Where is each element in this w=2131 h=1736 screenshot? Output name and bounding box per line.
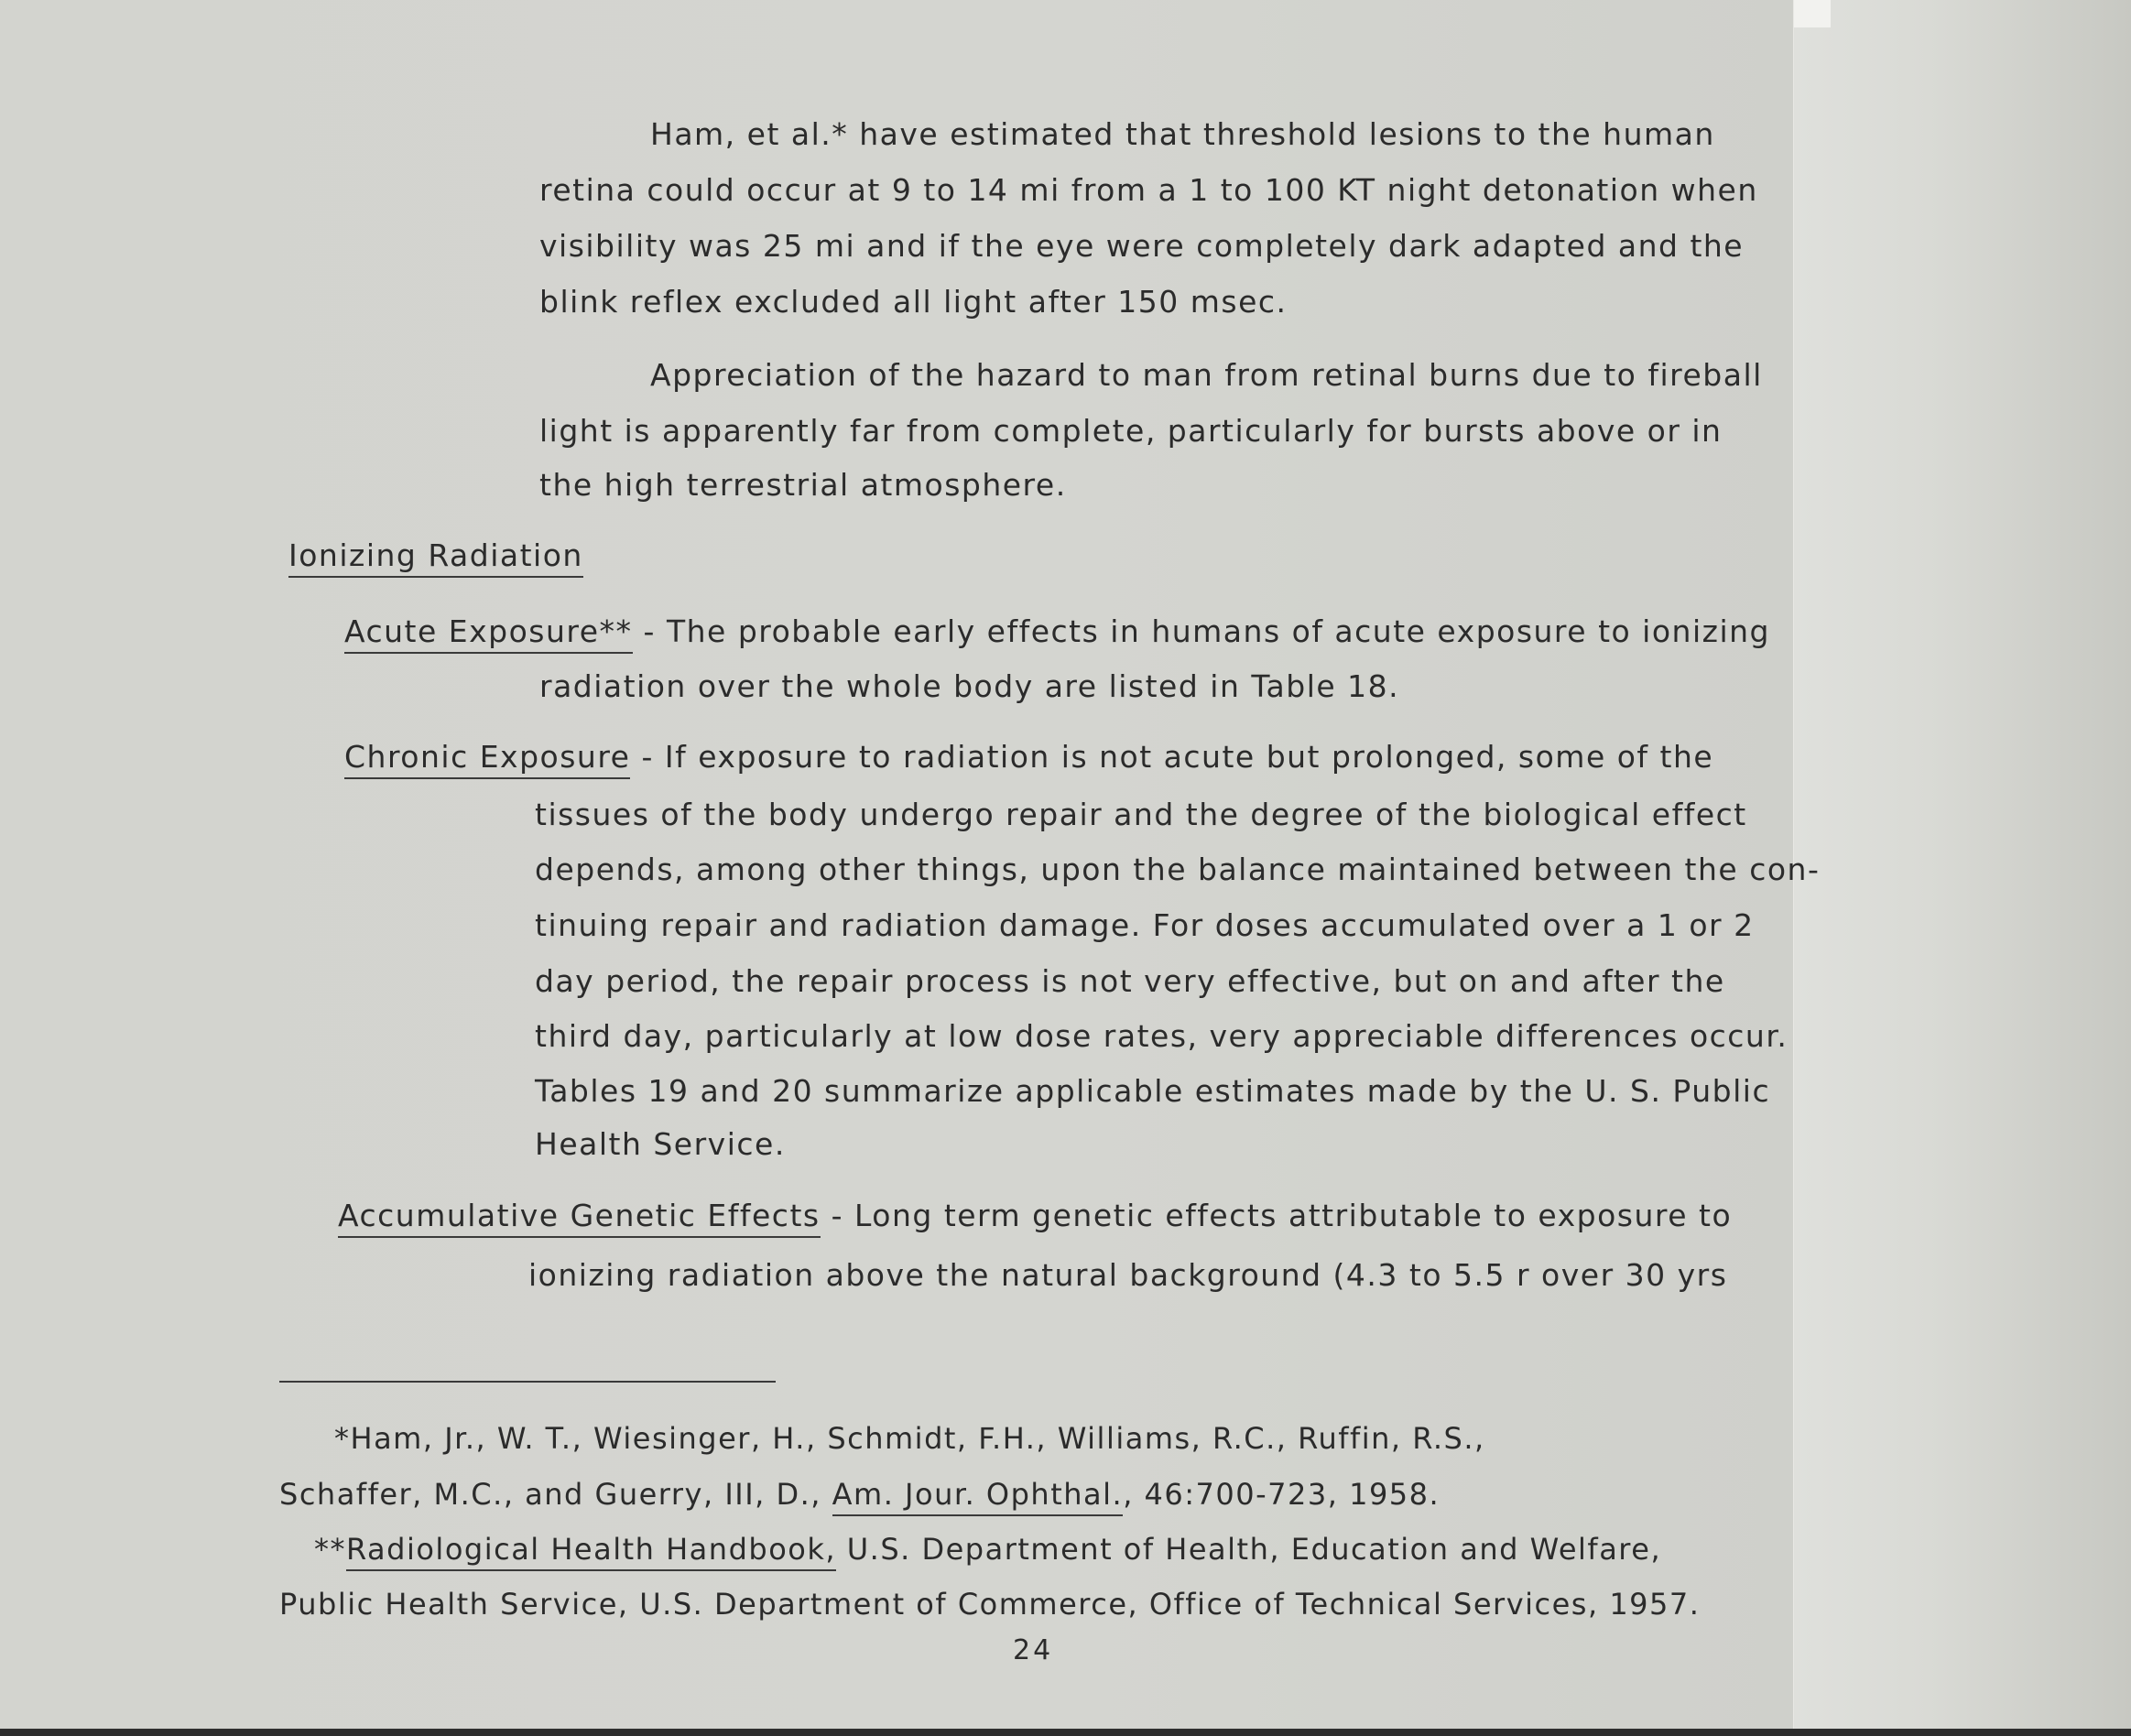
footnote-1-journal: Am. Jour. Ophthal. bbox=[832, 1477, 1124, 1516]
page-number: 24 bbox=[1013, 1634, 1054, 1666]
chronic-line-7: Tables 19 and 20 summarize applicable estimates made by the U. S. Public bbox=[535, 1073, 1771, 1109]
chronic-line-5: day period, the repair process is not very effective, but on and after the bbox=[535, 963, 1725, 999]
acute-heading: Acute Exposure** bbox=[344, 613, 633, 654]
chronic-heading: Chronic Exposure bbox=[344, 739, 630, 779]
section-heading-text: Ionizing Radiation bbox=[288, 537, 583, 578]
acute-line-2: radiation over the whole body are listed in Table 18. bbox=[539, 668, 1400, 704]
footnote-2-marker: ** bbox=[314, 1532, 346, 1567]
footnote-1-authors: Schaffer, M.C., and Guerry, III, D., bbox=[279, 1477, 832, 1512]
genetic-heading: Accumulative Genetic Effects bbox=[338, 1198, 821, 1238]
footnote-1-citation: , 46:700-723, 1958. bbox=[1123, 1477, 1441, 1512]
scan-bottom-edge bbox=[0, 1729, 2131, 1736]
acute-line-1-text: - The probable early effects in humans of acute exposure to ionizing bbox=[632, 613, 1770, 649]
footnote-2-line-1 bbox=[314, 1532, 1661, 1567]
chronic-line-4: tinuing repair and radiation damage. For doses accumulated over a 1 or 2 bbox=[535, 907, 1755, 943]
chronic-line-8: Health Service. bbox=[535, 1126, 786, 1162]
chronic-line-3: depends, among other things, upon the balance maintained between the con- bbox=[535, 852, 1821, 887]
paragraph-2-line-3: the high terrestrial atmosphere. bbox=[539, 467, 1067, 503]
footnote-2-publisher: U.S. Department of Health, Education and Welfare, bbox=[836, 1532, 1662, 1567]
footnote-2-title: Radiological Health Handbook, bbox=[346, 1532, 836, 1571]
genetic-line-1 bbox=[338, 1198, 1732, 1233]
section-heading bbox=[288, 537, 583, 573]
paragraph-1-line-3: visibility was 25 mi and if the eye were completely dark adapted and the bbox=[539, 228, 1745, 264]
paragraph-2-line-2: light is apparently far from complete, particularly for bursts above or in bbox=[539, 413, 1723, 449]
paragraph-2-line-1: Appreciation of the hazard to man from retinal burns due to fireball bbox=[650, 357, 1763, 393]
footnote-rule bbox=[279, 1381, 776, 1383]
paragraph-1-line-1: Ham, et al.* have estimated that threshold lesions to the human bbox=[650, 116, 1715, 152]
chronic-line-6: third day, particularly at low dose rates, very appreciable differences occur. bbox=[535, 1018, 1789, 1054]
next-page-edge bbox=[1793, 0, 2131, 1729]
chronic-line-1-text: - If exposure to radiation is not acute but prolonged, some of the bbox=[630, 739, 1714, 775]
acute-line-1 bbox=[344, 613, 1770, 649]
footnote-2-line-2: Public Health Service, U.S. Department of Commerce, Office of Technical Services, 1957. bbox=[279, 1587, 1701, 1622]
genetic-line-2: ionizing radiation above the natural background (4.3 to 5.5 r over 30 yrs bbox=[528, 1257, 1728, 1293]
genetic-line-1-text: - Long term genetic effects attributable to exposure to bbox=[820, 1198, 1733, 1233]
footnote-1-line-1: *Ham, Jr., W. T., Wiesinger, H., Schmidt, F.H., Williams, R.C., Ruffin, R.S., bbox=[334, 1421, 1485, 1456]
chronic-line-2: tissues of the body undergo repair and the degree of the biological effect bbox=[535, 797, 1747, 832]
chronic-line-1 bbox=[344, 739, 1713, 775]
paragraph-1-line-4: blink reflex excluded all light after 150 msec. bbox=[539, 284, 1288, 320]
footnote-1-line-2 bbox=[279, 1477, 1440, 1512]
paragraph-1-line-2: retina could occur at 9 to 14 mi from a 1 to 100 KT night detonation when bbox=[539, 172, 1758, 208]
page-tab bbox=[1794, 0, 1831, 27]
